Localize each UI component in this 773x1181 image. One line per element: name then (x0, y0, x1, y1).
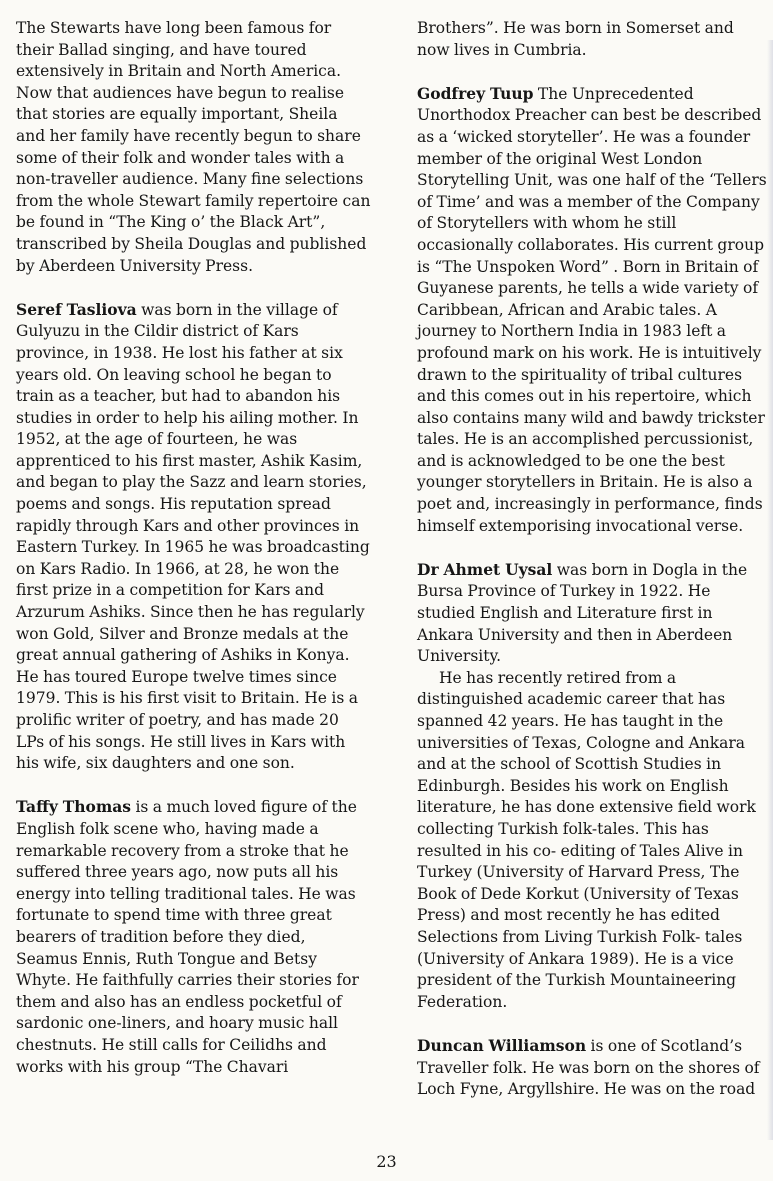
bio-name-seref: Seref Tasliova (16, 299, 137, 319)
left-column (16, 18, 371, 1078)
show-through-edge (767, 40, 773, 1140)
ahmet-uysal-bio-continued: He has recently retired from a distinguished academic career that has spanned 42 years. He has taught in the universities of Texas, Cologne and Ankara and at the school of Scottish Studies in Edinburgh. Besides his work on English literature, he has done extensive field work collecting Turkish folk-tales. This has resulted in his co- editing of Tales Alive in Turkey (University of Harvard Press, The Book of Dede Korkut (University of Texas Press) and most recently he has edited Selections from Living Turkish Folk- tales (University of Ankara 1989). He is a vice president of the Turkish Mountaineering Federation. (417, 668, 756, 1011)
godfrey-tuup-bio (417, 83, 769, 537)
stewarts-paragraph: The Stewarts have long been famous for their Ballad singing, and have toured extensively in Britain and North America. Now that audiences have begun to realise that stories are equally important, Sheila and her family have recently begun to share some of their folk and wonder tales with a non-traveller audience. Many fine selections from the whole Stewart family repertoire can be found in “The King o’ the Black Art”, transcribed by Sheila Douglas and published by Aberdeen University Press. (16, 19, 371, 275)
bio-text-taffy: is a much loved figure of the English folk scene who, having made a remarkable recovery from a stroke that he suffered three years ago, now puts all his energy into telling traditional tales. He was fortunate to spend time with three great bearers of tradition before they died, Seamus Ennis, Ruth Tongue and Betsy Whyte. He faithfully carries their stories for them and also has an endless pocketful of sardonic one-liners, and hoary music hall chestnuts. He still calls for Ceilidhs and works with his group “The Chavari (16, 798, 359, 1076)
bio-name-duncan: Duncan Williamson (417, 1035, 587, 1055)
bio-name-taffy: Taffy Thomas (16, 797, 132, 817)
bio-text-ahmet: was born in Dogla in the Bursa Province of Turkey in 1922. He studied English and Literature first in Ankara University and then in Aberdeen University. (417, 560, 748, 666)
taffy-continuation: Brothers”. He was born in Somerset and now lives in Cumbria. (417, 19, 734, 59)
bio-text-godfrey: The Unprecedented Unorthodox Preacher can best be described as a ‘wicked storyteller’. He was a founder member of the original West London Storytelling Unit, was one half of the ‘Tellers of Time’ and was a member of the Company of Storytellers with whom he still occasionally collaborates. His current group is “The Unspoken Word” . Born in Britain of Guyanese parents, he tells a wide variety of Caribbean, African and Arabic tales. A journey to Northern India in 1983 left a profound mark on his work. He is intuitively drawn to the spirituality of tribal cultures and this comes out in his repertoire, which also contains many wild and bawdy trickster tales. He is an accomplished percussionist, and is acknowledged to be one the best younger storytellers in Britain. He is also a poet and, increasingly in performance, finds himself extemporising invocational verse. (417, 84, 767, 535)
bio-name-ahmet: Dr Ahmet Uysal (417, 559, 553, 579)
taffy-thomas-bio (16, 796, 371, 1078)
bio-text-seref: was born in the village of Gulyuzu in the Cildir district of Kars province, in 1938. He lost his father at six years old. On leaving school he began to train as a teacher, but had to abandon his studies in order to help his ailing mother. In 1952, at the age of fourteen, he was apprenticed to his first master, Ashik Kasim, and began to play the Sazz and learn stories, poems and songs. His reputation spread rapidly through Kars and other provinces in Eastern Turkey. In 1965 he was broadcasting on Kars Radio. In 1966, at 28, he won the first prize in a competition for Kars and Arzurum Ashiks. Since then he has regularly won Gold, Silver and Bronze medals at the great annual gathering of Ashiks in Konya. He has toured Europe twelve times since 1979. This is his first visit to Britain. He is a prolific writer of poetry, and has made 20 LPs of his songs. He still lives in Kars with his wife, six daughters and one son. (16, 300, 370, 773)
page-number: 23 (376, 1152, 397, 1171)
duncan-williamson-bio (417, 1035, 769, 1101)
bio-text-duncan: is one of Scotland’s Traveller folk. He was born on the shores of Loch Fyne, Argyllshire. He was on the road (417, 1036, 760, 1099)
ahmet-uysal-bio (417, 559, 769, 668)
seref-tasliova-bio (16, 299, 371, 775)
bio-name-godfrey: Godfrey Tuup (417, 83, 534, 103)
right-column (417, 18, 769, 1101)
